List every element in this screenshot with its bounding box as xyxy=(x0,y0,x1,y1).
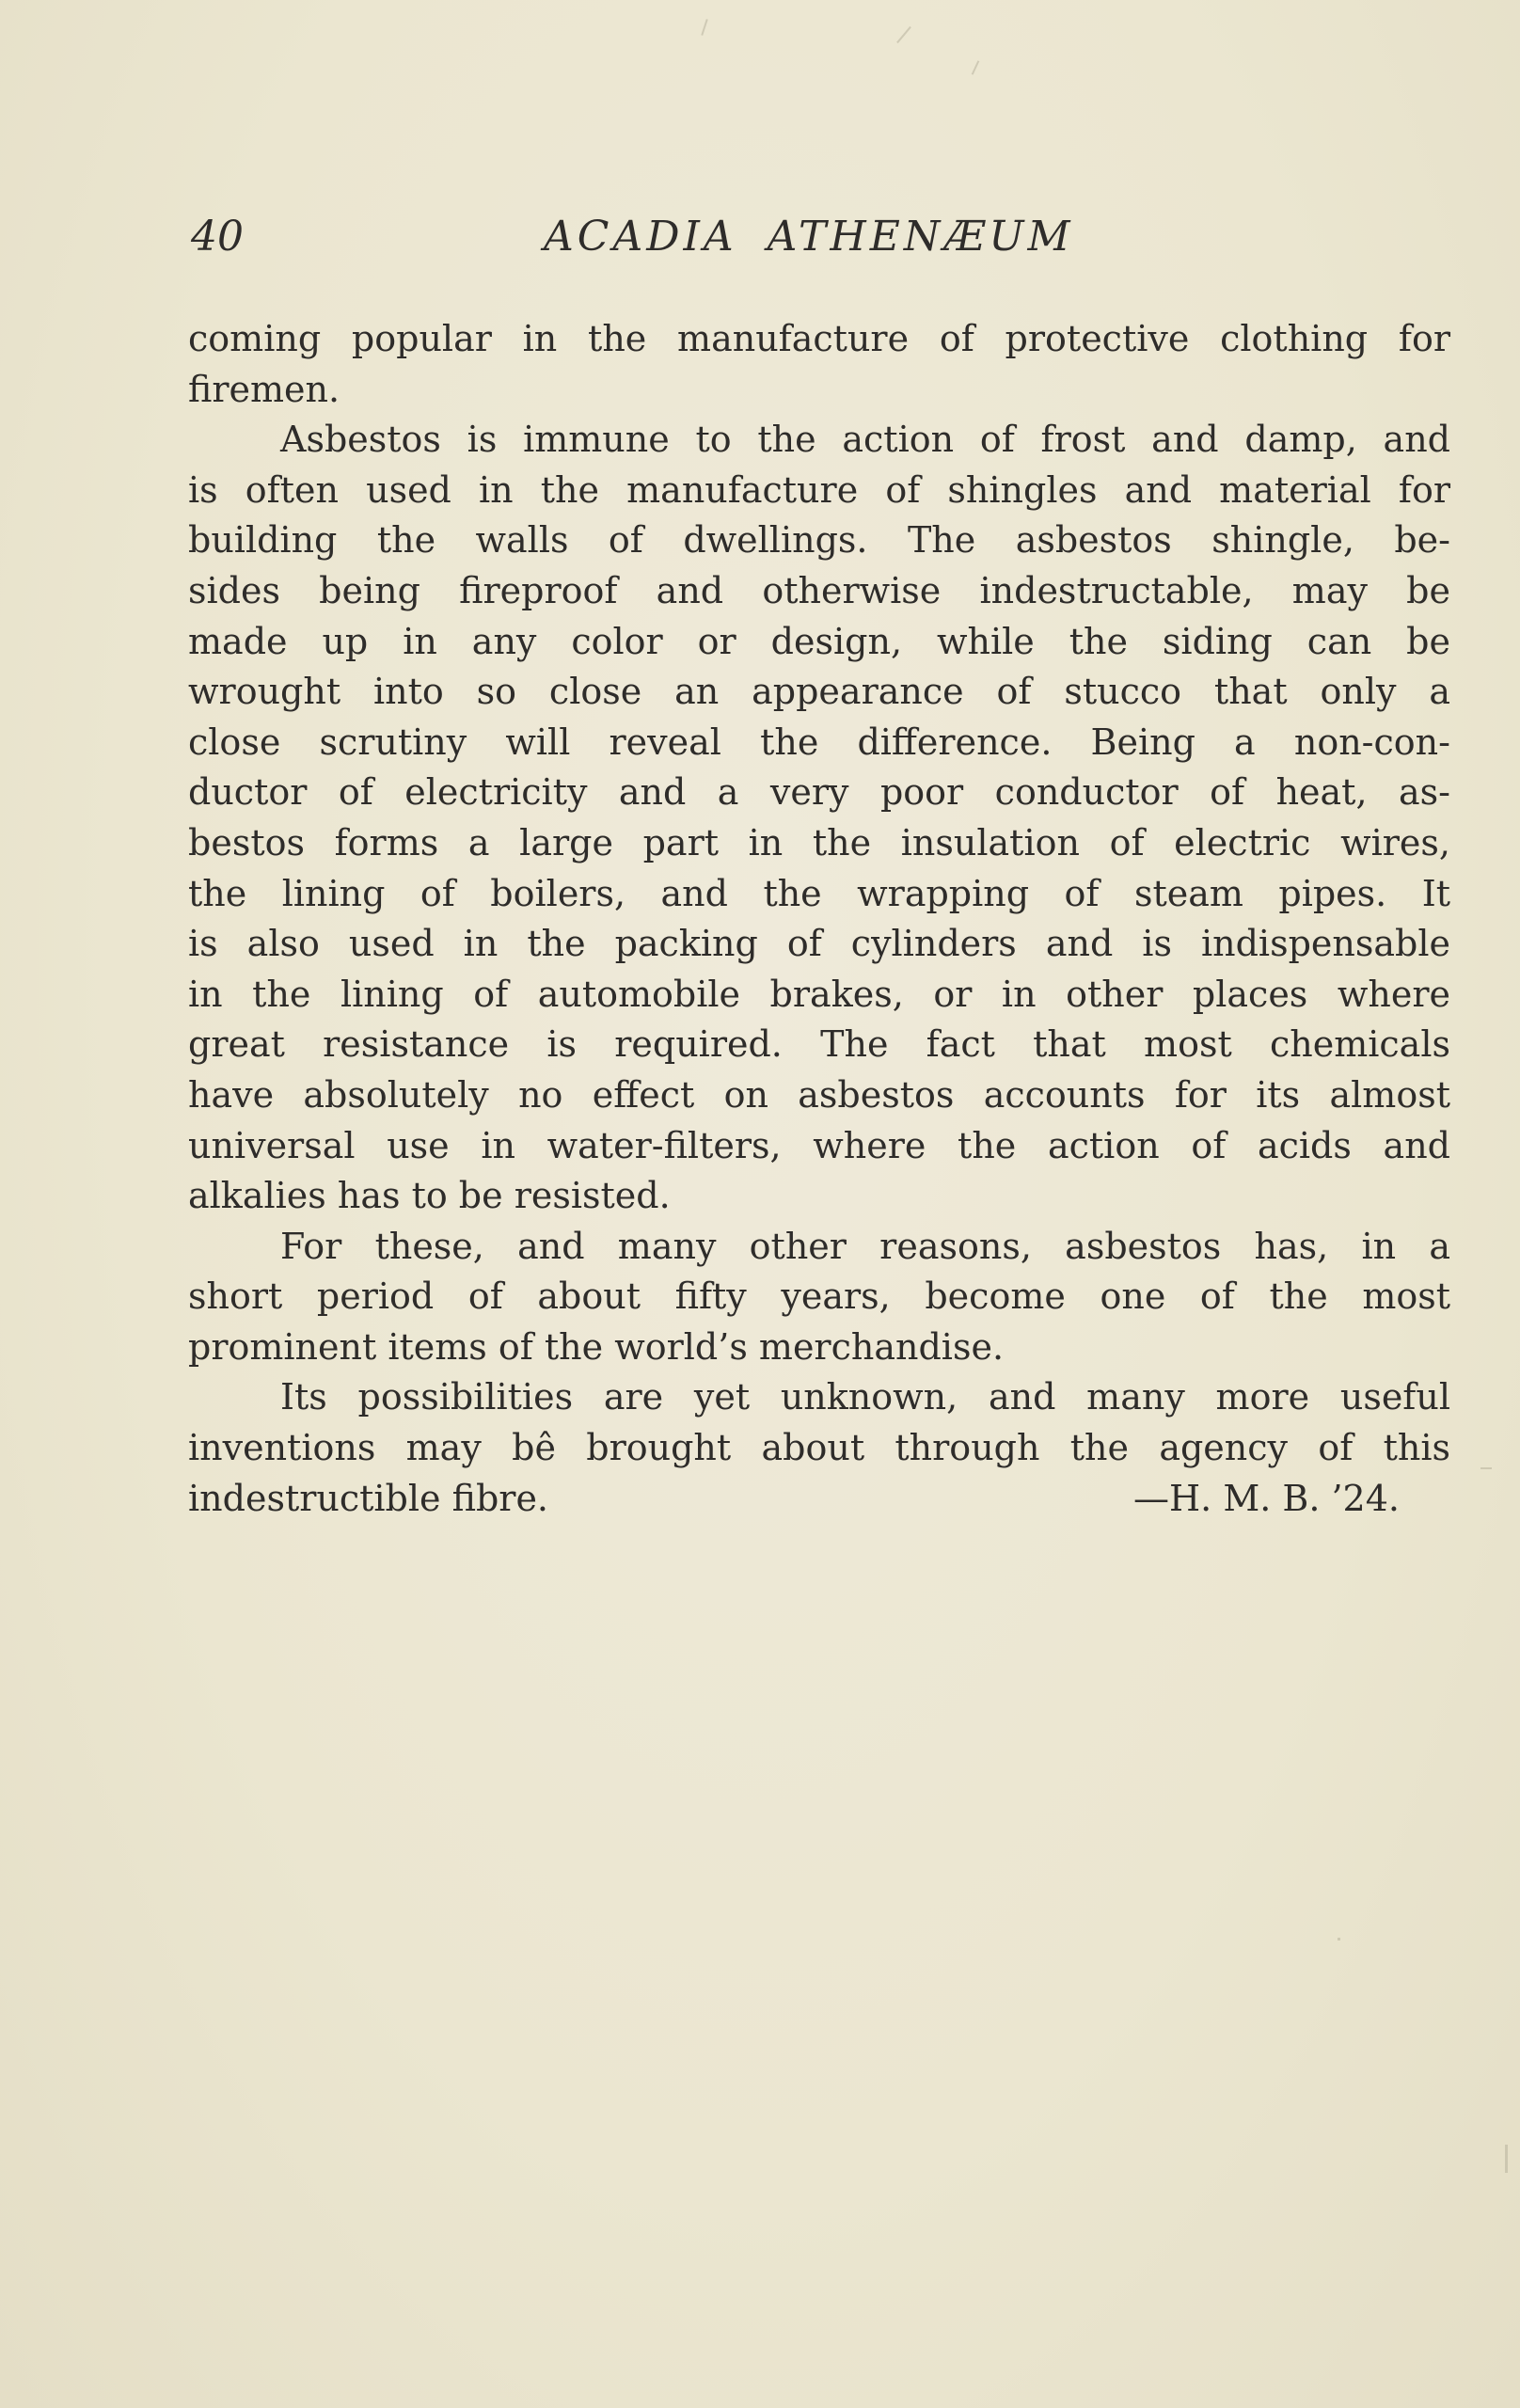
text-line: have absolutely no effect on asbestos accounts for its almost xyxy=(188,1073,1450,1116)
paragraph-1 xyxy=(188,314,1450,415)
text-line: ductor of electricity and a very poor conductor of heat, as- xyxy=(188,771,1450,814)
paper-speck xyxy=(1505,2145,1508,2173)
page-number: 40 xyxy=(191,213,244,261)
text-line: coming popular in the manufacture of protective clothing for xyxy=(188,318,1450,359)
text-line: bestos forms a large part in the insulation of electric wires, xyxy=(188,821,1450,863)
paragraph-3 xyxy=(188,1222,1450,1373)
text-line: is often used in the manufacture of shingles and material for xyxy=(188,468,1450,511)
paper-speck xyxy=(1480,1467,1492,1469)
text-line: Asbestos is immune to the action of frost and damp, and xyxy=(280,419,1450,461)
paper-speck xyxy=(896,26,911,43)
text-line: inventions may bê brought about through the agency of this xyxy=(188,1427,1450,1469)
text-line: building the walls of dwellings. The asbestos shingle, be- xyxy=(188,519,1450,562)
text-line: in the lining of automobile brakes, or in other places where xyxy=(188,973,1450,1015)
author-signature: —H. M. B. ’24. xyxy=(1133,1477,1400,1519)
text-line: made up in any color or design, while the siding can be xyxy=(188,620,1450,662)
text-line: prominent items of the world’s merchandise. xyxy=(188,1325,1005,1368)
paper-speck xyxy=(972,60,980,74)
text-line: great resistance is required. The fact that most chemicals xyxy=(188,1023,1450,1066)
running-title: ACADIA ATHENÆUM xyxy=(544,213,1074,261)
closing-text: indestructible fibre. xyxy=(188,1477,549,1519)
text-line: alkalies has to be resisted. xyxy=(188,1175,671,1217)
text-line: wrought into so close an appearance of stucco that only a xyxy=(188,671,1450,713)
text-line: the lining of boilers, and the wrapping of steam pipes. It xyxy=(188,872,1450,914)
text-line: sides being fireproof and otherwise indestructable, may be xyxy=(188,569,1450,611)
text-line: firemen. xyxy=(188,368,340,410)
text-line: is also used in the packing of cylinders and is indispensable xyxy=(188,923,1450,965)
paragraph-4 xyxy=(188,1372,1450,1524)
text-line: universal use in water-filters, where the action of acids and xyxy=(188,1124,1450,1166)
text-line: For these, and many other reasons, asbestos has, in a xyxy=(280,1225,1450,1267)
text-line: short period of about fifty years, become one of the most xyxy=(188,1275,1450,1318)
article-body xyxy=(188,314,1450,1524)
page-header xyxy=(0,209,1520,265)
text-line: close scrutiny will reveal the difference. Being a non-con- xyxy=(188,721,1450,763)
paragraph-2 xyxy=(188,415,1450,1222)
closing-line xyxy=(188,1474,1450,1525)
text-line: Its possibilities are yet unknown, and many more useful xyxy=(280,1376,1450,1418)
paper-speck xyxy=(701,19,707,36)
paper-speck xyxy=(1338,1938,1340,1941)
